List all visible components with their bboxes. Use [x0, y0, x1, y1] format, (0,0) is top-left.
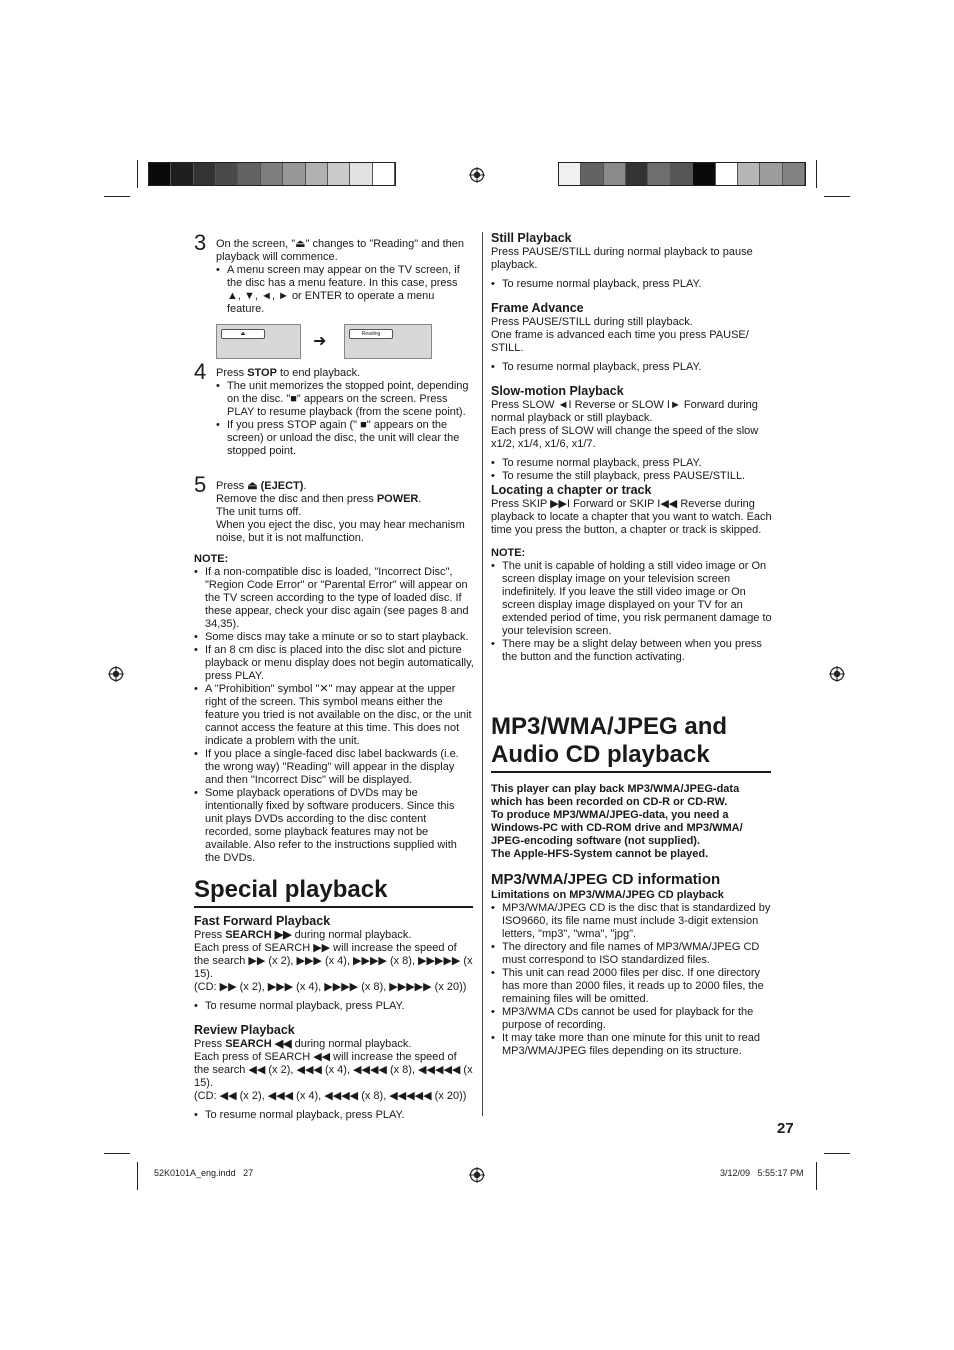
- note-title: NOTE:: [491, 547, 526, 559]
- rv-text: [194, 1038, 473, 1051]
- step-5-text: [216, 493, 474, 506]
- frame-text: Press PAUSE/STILL during still playback.: [491, 316, 693, 328]
- section-title: [491, 713, 771, 773]
- mp3-item: • MP3/WMA CDs cannot be used for playback for the purpose of recording.: [491, 1006, 771, 1032]
- swatch: [261, 163, 283, 185]
- text: Press: [194, 929, 226, 941]
- swatch: [559, 163, 581, 185]
- step-number: 5: [194, 472, 207, 497]
- step-4-bullet: • If you press STOP again (" ■" appears on the screen) or unload the disc, the unit will clear the stopped point.: [216, 419, 474, 458]
- text: during normal playback.: [291, 1038, 412, 1050]
- note-item: • If a non-compatible disc is loaded, "Incorrect Disc", "Region Code Error" or "Parental Error" will appear on the TV screen according to the type of loaded disc. If these appear, check your disc again (see pages 8 and 34,35).: [194, 566, 474, 631]
- step-5-text: [216, 480, 474, 493]
- note-item: • If an 8 cm disc is placed into the disc slot and picture playback or menu display does not begin automatically, press PLAY.: [194, 644, 474, 683]
- swatch: [171, 163, 193, 185]
- step-4-text: [216, 367, 474, 380]
- search-keyword: SEARCH ▶▶: [225, 929, 292, 941]
- color-calibration-bar-left: [148, 162, 396, 186]
- ff-text: (CD: ▶▶ (x 2), ▶▶▶ (x 4), ▶▶▶▶ (x 8), ▶▶▶▶▶ (x 20)): [194, 981, 467, 993]
- registration-mark-icon: [108, 666, 124, 682]
- swatch: [783, 163, 805, 185]
- step-3-text: On the screen, "⏏" changes to "Reading" and then playback will commence.: [216, 238, 464, 263]
- eject-label: ⏏: [221, 329, 265, 339]
- subsection-title: Still Playback: [491, 231, 572, 245]
- swatch: [306, 163, 328, 185]
- swatch: [373, 163, 395, 185]
- text: to end playback.: [276, 367, 361, 379]
- step-number: 3: [194, 230, 207, 255]
- ff-text: [194, 929, 473, 942]
- slow-text: Press SLOW ◄I Reverse or SLOW I► Forward during normal playback or still playback.: [491, 399, 758, 424]
- swatch: [671, 163, 693, 185]
- note-item: • Some playback operations of DVDs may be intentionally fixed by software producers. Since this unit plays DVDs according to the disc content recorded, some playback features may not be available. Also refer to the instructions supplied with the DVDs.: [194, 787, 474, 865]
- tv-screen-reading-illustration: [344, 324, 432, 359]
- swatch: [760, 163, 782, 185]
- mp3-item: • MP3/WMA/JPEG CD is the disc that is standardized by ISO9660, its file name must include 3-digit extension letters, "mp3", "wma", "jpg".: [491, 902, 771, 941]
- swatch: [738, 163, 760, 185]
- crop-mark: [824, 1153, 850, 1154]
- note-title: NOTE:: [194, 553, 229, 565]
- text: Press: [194, 1038, 226, 1050]
- swatch: [581, 163, 603, 185]
- mp3-intro: The Apple-HFS-System cannot be played.: [491, 848, 709, 860]
- still-text: Press PAUSE/STILL during normal playback to pause playback.: [491, 246, 753, 271]
- text: .: [303, 480, 307, 492]
- step-5-text: The unit turns off.: [216, 506, 302, 518]
- mp3-item: • It may take more than one minute for this unit to read MP3/WMA/JPEG files depending on its structure.: [491, 1032, 771, 1058]
- footer-filename: 52K0101A_eng.indd 27: [154, 1168, 254, 1178]
- step-4-bullet: • The unit memorizes the stopped point, depending on the disc. "■" appears on the screen. Press PLAY to resume playback (from the scene point).: [216, 380, 474, 419]
- slow-bullet: • To resume the still playback, press PAUSE/STILL.: [491, 470, 772, 483]
- note-item: • A "Prohibition" symbol "✕" may appear at the upper right of the screen. This symbol means either the feature you tried is not available on the disc, or the unit cannot access the feature at this time. This does not indicate a problem with the unit.: [194, 683, 474, 748]
- swatch: [149, 163, 171, 185]
- right-column: [491, 231, 772, 664]
- locate-text: Press SKIP ▶▶I Forward or SKIP I◀◀ Reverse during playback to locate a chapter that you want to watch. Each time you press the button, a chapter or track is skipped.: [491, 498, 772, 536]
- still-bullet: • To resume normal playback, press PLAY.: [491, 278, 772, 291]
- ff-text: Each press of SEARCH ▶▶ will increase the speed of the search ▶▶ (x 2), ▶▶▶ (x 4), ▶▶▶▶ (x 8), ▶▶▶▶▶ (x 15).: [194, 942, 473, 980]
- frame-bullet: • To resume normal playback, press PLAY.: [491, 361, 772, 374]
- mp3-item: • This unit can read 2000 files per disc. If one directory has more than 2000 files, it reads up to 2000 files, the remaining files will be omitted.: [491, 967, 771, 1006]
- crop-mark: [816, 160, 817, 188]
- arrow-right-icon: ➜: [313, 333, 327, 350]
- registration-mark-icon: [469, 1167, 485, 1183]
- subsection-title: Frame Advance: [491, 301, 584, 315]
- title-line: Audio CD playback: [491, 741, 710, 768]
- crop-mark: [104, 196, 130, 197]
- rv-bullet: • To resume normal playback, press PLAY.: [194, 1109, 473, 1122]
- subsection-title: Slow-motion Playback: [491, 384, 624, 398]
- frame-text: One frame is advanced each time you press PAUSE/ STILL.: [491, 329, 749, 354]
- swatch: [604, 163, 626, 185]
- power-keyword: POWER: [376, 493, 419, 505]
- subsection-title: MP3/WMA/JPEG CD information: [491, 871, 721, 888]
- swatch: [328, 163, 350, 185]
- title-line: MP3/WMA/JPEG and: [491, 713, 728, 740]
- note-item: • If you place a single-faced disc label backwards (i.e. the wrong way) "Reading" will appear in the display and then "Incorrect Disc" will be displayed.: [194, 748, 474, 787]
- swatch: [716, 163, 738, 185]
- crop-mark: [104, 1153, 130, 1154]
- note-item: • The unit is capable of holding a still video image or On screen display image on your television screen indefinitely. If you leave the still video image or On screen display image displayed on your TV for an extended period of time, you risk permanent damage to your television screen.: [491, 560, 772, 638]
- slow-text: Each press of SLOW will change the speed of the slow x1/2, x1/4, x1/6, x1/7.: [491, 425, 759, 450]
- swatch: [238, 163, 260, 185]
- subsection-title: Fast Forward Playback: [194, 914, 331, 928]
- swatch: [693, 163, 715, 185]
- swatch: [350, 163, 372, 185]
- swatch: [194, 163, 216, 185]
- step-number: 4: [194, 359, 207, 384]
- text: during normal playback.: [291, 929, 412, 941]
- rv-text: (CD: ◀◀ (x 2), ◀◀◀ (x 4), ◀◀◀◀ (x 8), ◀◀◀◀◀ (x 20)): [194, 1090, 467, 1102]
- mp3-intro: To produce MP3/WMA/JPEG-data, you need a Windows-PC with CD-ROM drive and MP3/WMA/ JPEG-encoding software (not supplied).: [491, 809, 743, 847]
- mp3-section: [491, 713, 771, 1058]
- limits-title: Limitations on MP3/WMA/JPEG CD playback: [491, 889, 724, 901]
- footer-date: 3/12/09 5:55:17 PM: [720, 1168, 804, 1178]
- eject-keyword: ⏏ (EJECT): [247, 480, 304, 492]
- step-4-body: [216, 367, 474, 458]
- swatch: [216, 163, 238, 185]
- crop-mark: [816, 1162, 817, 1190]
- rv-text: Each press of SEARCH ◀◀ will increase the speed of the search ◀◀ (x 2), ◀◀◀ (x 4), ◀◀◀◀ (x 8), ◀◀◀◀◀ (x 15).: [194, 1051, 473, 1089]
- subsection-title: Locating a chapter or track: [491, 483, 652, 497]
- crop-mark: [137, 1162, 138, 1190]
- mp3-intro: This player can play back MP3/WMA/JPEG-data which has been recorded on CD-R or CD-RW.: [491, 783, 740, 808]
- text: Remove the disc and then press: [216, 493, 377, 505]
- slow-bullet: • To resume normal playback, press PLAY.: [491, 457, 772, 470]
- registration-mark-icon: [469, 167, 485, 183]
- special-playback-section: [194, 876, 473, 1122]
- reading-label: Reading: [349, 329, 393, 339]
- text: Press: [216, 367, 248, 379]
- step-5-text: When you eject the disc, you may hear mechanism noise, but it is not malfunction.: [216, 519, 465, 544]
- subsection-title: Review Playback: [194, 1023, 295, 1037]
- step-3-body: [216, 238, 474, 316]
- step-5-body: [216, 480, 474, 545]
- swatch: [626, 163, 648, 185]
- color-calibration-bar-right: [558, 162, 806, 186]
- mp3-item: • The directory and file names of MP3/WMA/JPEG CD must correspond to ISO standardized files.: [491, 941, 771, 967]
- note-left: [194, 553, 474, 865]
- stop-keyword: STOP: [247, 367, 277, 379]
- page-number: 27: [777, 1120, 794, 1137]
- section-title: Special playback: [194, 876, 473, 908]
- step-3-bullet: • A menu screen may appear on the TV screen, if the disc has a menu feature. In this case, press ▲, ▼, ◄, ► or ENTER to operate a menu feature.: [216, 264, 474, 316]
- text: Press: [216, 480, 248, 492]
- column-divider: [482, 232, 483, 1116]
- ff-bullet: • To resume normal playback, press PLAY.: [194, 1000, 473, 1013]
- swatch: [648, 163, 670, 185]
- search-keyword: SEARCH ◀◀: [225, 1038, 292, 1050]
- text: .: [418, 493, 422, 505]
- note-item: • There may be a slight delay between when you press the button and the function activating.: [491, 638, 772, 664]
- tv-screen-eject-illustration: [216, 324, 301, 359]
- crop-mark: [824, 196, 850, 197]
- swatch: [283, 163, 305, 185]
- crop-mark: [137, 160, 138, 188]
- registration-mark-icon: [829, 666, 845, 682]
- note-item: • Some discs may take a minute or so to start playback.: [194, 631, 474, 644]
